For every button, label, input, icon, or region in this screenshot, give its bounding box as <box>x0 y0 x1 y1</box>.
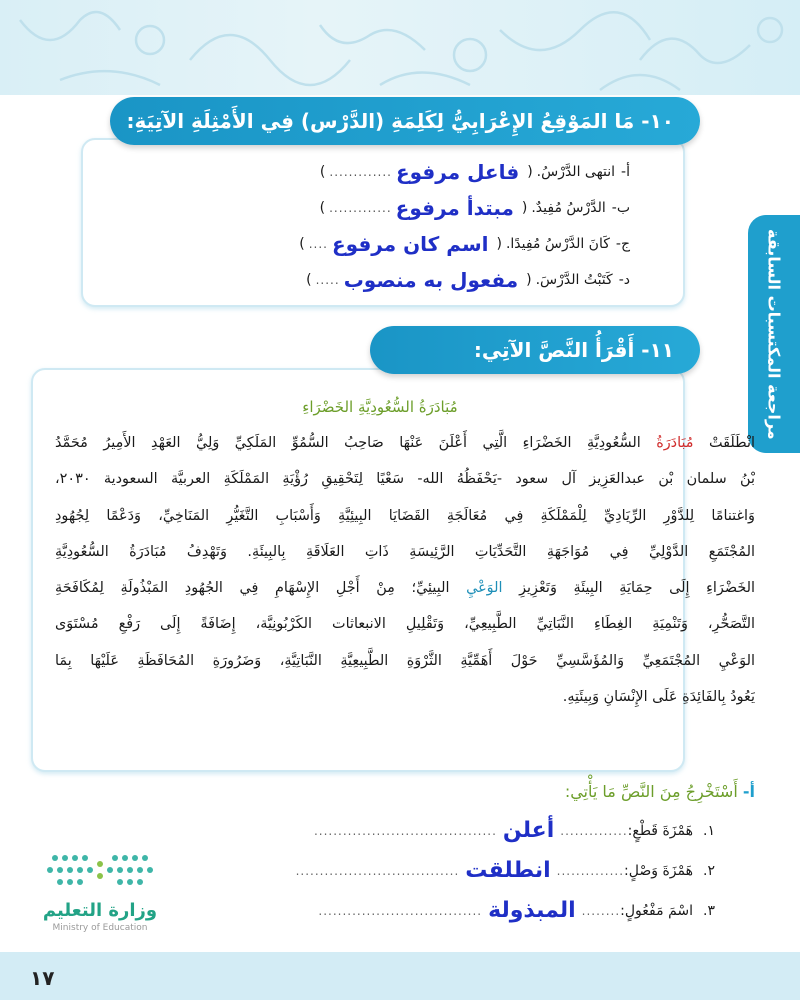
answer-text: فاعل مرفوع <box>395 160 520 184</box>
extract-answer: المبذولة <box>488 898 576 923</box>
item-text: كَتَبْتُ الدَّرْسَ. <box>535 272 613 288</box>
ministry-name-ar: وزارة التعليم <box>42 900 158 921</box>
article-line: انْطَلَقَتْ مُبَادَرَةُ السُّعُودِيَّةِ الخَضْرَاءِ الَّتِي أَعْلَنَ عَنْهَا صَاحِبُ السُّمُوِّ المَلَكِيِّ وَلِيُّ العَهْدِ الأَمِيرُ مُحَمَّدُ <box>55 435 755 451</box>
sub-question-text: أَسْتَخْرِجُ مِنَ النَّصِّ مَا يَأْتِي: <box>564 782 738 801</box>
sub-question-a <box>565 782 755 801</box>
article-line: التَّصَحُّرِ، وَتَنْمِيَةِ الغِطَاءِ النَّبَاتِيِّ الطَّبِيعِيِّ، وَتَقْلِيلِ الانبعاثات الكَرْبُونِيَّة، إِضَافَةً إِلَى رَفْعِ مُسْتَوَى <box>55 616 755 633</box>
answer-row-a: أ- انتهى الدَّرْسُ. ( فاعل مرفوع ............. ) <box>319 160 630 184</box>
item-text: الدَّرْسُ مُفِيدٌ. <box>531 200 606 216</box>
extract-row-1: ١. هَمْزَةَ قَطْعٍ: .............. أعلن ...................................... <box>313 818 715 843</box>
article-line: الخَضْرَاءِ إِلَى حِمَايَةِ البِيئَةِ وَتَعْزِيزِ الوَعْيِ البِيئِيِّ؛ مِنْ أَجْلِ الإِسْهَامِ فِي الجُهُودِ المَبْذُولَةِ لِمُكَافَحَةِ <box>55 580 755 597</box>
item-text: انتهى الدَّرْسُ. <box>536 164 616 180</box>
extract-row-2: ٢. هَمْزَةَ وَصْلٍ: .............. انطلقت .................................. <box>295 858 715 883</box>
highlight-word: مُبَادَرَةُ <box>656 435 694 451</box>
item-letter: ج- <box>615 236 630 252</box>
bottom-band <box>0 952 800 1000</box>
extract-number: ٣. <box>703 902 715 919</box>
article-line: المُجْتَمَعِ الدَّوْلِيِّ فِي مُوَاجَهَةِ التَّحَدِّيَاتِ الرَّئِيسَةِ ذَاتِ العَلَاقَةِ بِالبِيئَةِ. وَتَهْدِفُ مُبَادَرَةُ السُّعُودِيَّةِ <box>55 543 755 560</box>
extract-number: ٢. <box>703 862 715 879</box>
article-title <box>0 398 800 416</box>
article-line: وَاغتنامًا لِلدَّوْرِ الرِّيَادِيِّ لِلْمَمْلَكَةِ فِي مُعَالَجَةِ القَضَايَا البِيئِيَّةِ وَأَسْبَابِ التَّغَيُّرِ المَنَاخِيِّ، وَدَعْمًا لِجُهُودِ <box>55 507 755 524</box>
logo-dots-icon <box>40 848 160 898</box>
article-line: الوَعْيِ المُجْتَمَعِيِّ وَالمُؤَسَّسِيِّ حَوْلَ أَهَمِّيَّةِ الثَّرْوَةِ الطَّبِيعِيَّةِ النَّبَاتِيَّةِ، وَضَرُورَةِ المُحَافَظَةِ عَلَيْهَا بِمَا <box>55 652 755 669</box>
answer-row-d: د- كَتَبْتُ الدَّرْسَ. ( مفعول به منصوب ..... ) <box>306 268 630 292</box>
page-number: ١٧ <box>30 966 55 990</box>
top-decorative-band <box>0 0 800 95</box>
article-line: بْنُ سلمان بْن عبدالعَزِيز آل سعود -يَحْفَظُهُ الله- سَعْيًا لِتَحْقِيقِ رُؤْيَةِ المَمْلَكَةِ العربيَّة السعودية ٢٠٣٠، <box>55 471 755 488</box>
question-10-title: ١٠- مَا المَوْقِعُ الإِعْرَابِيُّ لِكَلِمَةِ (الدَّرْس) فِي الأَمْثِلَةِ الآتِيَةِ: <box>126 109 674 133</box>
ministry-logo <box>40 848 160 938</box>
answer-text: اسم كان مرفوع <box>332 232 489 256</box>
ministry-name-en: Ministry of Education <box>52 923 148 933</box>
calligraphy-pattern <box>0 0 800 95</box>
extract-answer: انطلقت <box>465 858 551 883</box>
article-line: يَعُودُ بِالفَائِدَةِ عَلَى الإِنْسَانِ وَبِيئَتِهِ. <box>562 689 755 706</box>
item-letter: ب- <box>611 200 630 216</box>
answer-row-c: ج- كَانَ الدَّرْسُ مُفِيدًا. ( اسم كان مرفوع .... ) <box>299 232 630 256</box>
question-11-header <box>370 326 700 374</box>
item-letter: أ- <box>621 164 630 180</box>
answer-text: مفعول به منصوب <box>343 268 519 292</box>
item-letter: د- <box>618 272 630 288</box>
answer-row-b: ب- الدَّرْسُ مُفِيدٌ. ( مبتدأ مرفوع ............. ) <box>319 196 630 220</box>
question-10-header <box>110 97 700 145</box>
extract-label: اسْمَ مَفْعُولٍ: <box>620 902 693 919</box>
article-title-text: مُبَادَرَةُ السُّعُودِيَّةِ الخَضْرَاءِ <box>302 398 458 416</box>
answer-text: مبتدأ مرفوع <box>395 196 514 220</box>
side-tab-label: مراجعة المكتسبات السابقة <box>764 228 784 440</box>
article-text <box>55 425 755 715</box>
extract-row-3: ٣. اسْمَ مَفْعُولٍ: ........ المبذولة .................................. <box>318 898 715 923</box>
section-side-tab <box>748 215 800 453</box>
item-text: كَانَ الدَّرْسُ مُفِيدًا. <box>505 236 610 252</box>
highlight-word: الوَعْيِ <box>466 580 503 597</box>
question-11-title: ١١- أَقْرَأُ النَّصَّ الآتِي: <box>473 338 674 362</box>
extract-answer: أعلن <box>502 818 555 843</box>
extract-number: ١. <box>703 822 715 839</box>
extract-label: هَمْزَةَ وَصْلٍ: <box>624 862 693 879</box>
sub-question-label: أ- <box>742 782 755 801</box>
extract-label: هَمْزَةَ قَطْعٍ: <box>627 822 693 839</box>
